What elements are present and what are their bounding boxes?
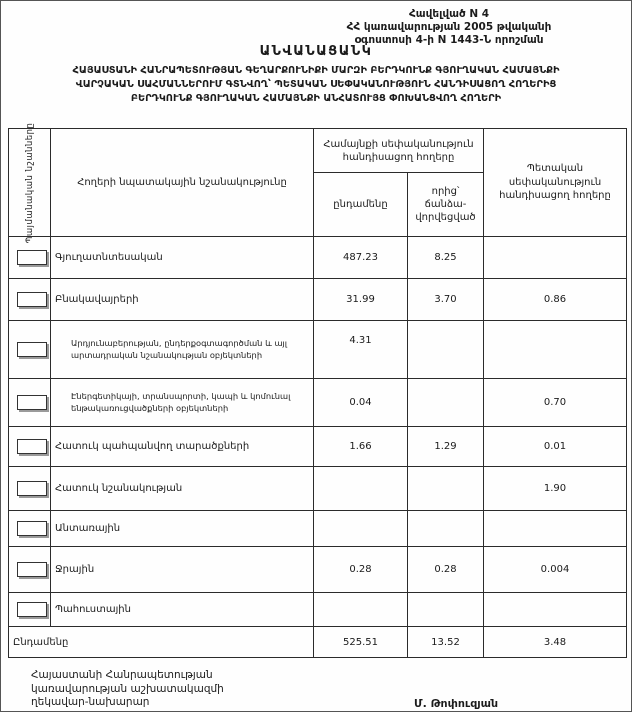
column-header-state: Պետական սեփականություն հանդիսացող հողերը bbox=[484, 129, 627, 237]
state-cell: 0.70 bbox=[484, 379, 627, 427]
symbol-cell bbox=[9, 467, 51, 511]
document-subtitle bbox=[1, 64, 631, 106]
signature-line-2: կառավարության աշխատակազմի bbox=[31, 682, 224, 695]
table-row bbox=[9, 379, 627, 427]
land-purpose-cell: Բնակավայրերի bbox=[51, 279, 314, 321]
appendix-line-2: ՀՀ կառավարության 2005 թվականի bbox=[346, 20, 552, 33]
table-row bbox=[9, 279, 627, 321]
appendix-line-1: Հավելված N 4 bbox=[408, 8, 490, 20]
land-purpose-cell: Անտառային bbox=[51, 511, 314, 547]
community-total-cell: 1.66 bbox=[314, 427, 408, 467]
column-subheader-total: ընդամենը bbox=[314, 173, 408, 237]
appendix-line-3: օգոստոսի 4-ի N 1443-Ն որոշման bbox=[354, 33, 544, 46]
of-which-cell bbox=[408, 511, 484, 547]
legend-box bbox=[17, 292, 47, 307]
column-header-symbols bbox=[9, 122, 51, 243]
subtitle-line-3: ԲԵՐԴԿՈՒՆՔ ԳՅՈՒՂԱԿԱՆ ՀԱՄԱՅՆՔԻ ԱՆՀԱՏՈՒՅՑ ՓՈԽԱՆՑՎՈՂ ՀՈՂԵՐԻ bbox=[130, 92, 502, 104]
table-row bbox=[9, 511, 627, 547]
community-total-cell: 0.28 bbox=[314, 547, 408, 593]
legend-box bbox=[17, 562, 47, 577]
column-group-community: Համայնքի սեփականություն հանդիսացող հողերը bbox=[314, 129, 484, 173]
symbol-cell bbox=[9, 511, 51, 547]
community-total-cell bbox=[314, 511, 408, 547]
subtitle-line-2: ՎԱՐՉԱԿԱՆ ՍԱՀՄԱՆՆԵՐՈՒՄ ԳՏՆՎՈՂ՝ ՊԵՏԱԿԱՆ ՍԵՓԱԿԱՆՈՒԹՅՈՒՆ ՀԱՆԴԻՍԱՑՈՂ ՀՈՂԵՐԻՑ bbox=[75, 78, 557, 90]
land-purpose-cell: Ջրային bbox=[51, 547, 314, 593]
of-which-cell: 1.29 bbox=[408, 427, 484, 467]
subtitle-line-1: ՀԱՅԱՍՏԱՆԻ ՀԱՆՐԱՊԵՏՈՒԹՅԱՆ ԳԵՂԱՐՔՈՒՆԻՔԻ ՄԱՐԶԻ ԲԵՐԴԿՈՒՆՔ ԳՅՈՒՂԱԿԱՆ ՀԱՄԱՅՆՔԻ bbox=[72, 65, 560, 76]
of-which-cell: 8.25 bbox=[408, 237, 484, 279]
column-header-symbols-label: Պայմանական նշանները bbox=[24, 122, 35, 243]
land-purpose-cell: Արդյունաբերության, ընդերքօգտագործման և այլ արտադրական նշանակության օբյեկտների bbox=[51, 321, 314, 379]
legend-box bbox=[17, 521, 47, 536]
land-purpose-cell: Էներգետիկայի, տրանսպորտի, կապի և կոմունալ ենթակառուցվածքների օբյեկտների bbox=[51, 379, 314, 427]
community-total-cell bbox=[314, 467, 408, 511]
of-which-cell bbox=[408, 321, 484, 379]
community-total-cell: 31.99 bbox=[314, 279, 408, 321]
of-which-cell: 3.70 bbox=[408, 279, 484, 321]
symbol-cell bbox=[9, 547, 51, 593]
table-row bbox=[9, 467, 627, 511]
signature-line-3: ղեկավար-նախարար bbox=[31, 696, 150, 709]
column-header-purpose: Հողերի նպատակային նշանակությունը bbox=[51, 129, 314, 237]
legend-box bbox=[17, 602, 47, 617]
appendix-note bbox=[319, 8, 579, 46]
column-subheader-of-which: որից՝ ճանձա-վորվեցված bbox=[408, 173, 484, 237]
table-total-row bbox=[9, 627, 627, 658]
land-purpose-cell: Պահուստային bbox=[51, 593, 314, 627]
state-cell: 0.004 bbox=[484, 547, 627, 593]
state-cell bbox=[484, 511, 627, 547]
state-cell bbox=[484, 593, 627, 627]
legend-box bbox=[17, 342, 47, 357]
land-table bbox=[8, 122, 627, 658]
community-total-cell: 487.23 bbox=[314, 237, 408, 279]
symbol-cell bbox=[9, 379, 51, 427]
of-which-cell bbox=[408, 467, 484, 511]
total-of-which-cell: 13.52 bbox=[408, 627, 484, 658]
state-cell bbox=[484, 321, 627, 379]
symbol-cell bbox=[9, 279, 51, 321]
community-total-cell: 4.31 bbox=[314, 321, 408, 379]
state-cell: 0.86 bbox=[484, 279, 627, 321]
community-total-cell: 0.04 bbox=[314, 379, 408, 427]
legend-box bbox=[17, 250, 47, 265]
land-purpose-cell: Հատուկ նշանակության bbox=[51, 467, 314, 511]
legend-box bbox=[17, 395, 47, 410]
symbol-cell bbox=[9, 427, 51, 467]
table-row bbox=[9, 321, 627, 379]
signature-line-1: Հայաստանի Հանրապետության bbox=[31, 669, 213, 681]
symbol-cell bbox=[9, 593, 51, 627]
state-cell bbox=[484, 237, 627, 279]
of-which-cell bbox=[408, 593, 484, 627]
signature-block bbox=[31, 669, 224, 710]
state-cell: 1.90 bbox=[484, 467, 627, 511]
community-total-cell bbox=[314, 593, 408, 627]
table-row bbox=[9, 547, 627, 593]
table-row bbox=[9, 427, 627, 467]
table-row bbox=[9, 593, 627, 627]
total-label-cell: Ընդամենը bbox=[9, 627, 314, 658]
legend-box bbox=[17, 481, 47, 496]
table-row bbox=[9, 237, 627, 279]
land-purpose-cell: Գյուղատնտեսական bbox=[51, 237, 314, 279]
total-state-cell: 3.48 bbox=[484, 627, 627, 658]
of-which-cell bbox=[408, 379, 484, 427]
legend-box bbox=[17, 439, 47, 454]
table-header-row bbox=[9, 129, 627, 173]
symbol-cell bbox=[9, 321, 51, 379]
state-cell: 0.01 bbox=[484, 427, 627, 467]
land-purpose-cell: Հատուկ պահպանվող տարածքների bbox=[51, 427, 314, 467]
page-title: ԱՆՎԱՆԱՑԱՆԿ bbox=[259, 44, 373, 59]
of-which-cell: 0.28 bbox=[408, 547, 484, 593]
signer-name: Մ. Թոփուզյան bbox=[414, 697, 499, 710]
total-community-cell: 525.51 bbox=[314, 627, 408, 658]
